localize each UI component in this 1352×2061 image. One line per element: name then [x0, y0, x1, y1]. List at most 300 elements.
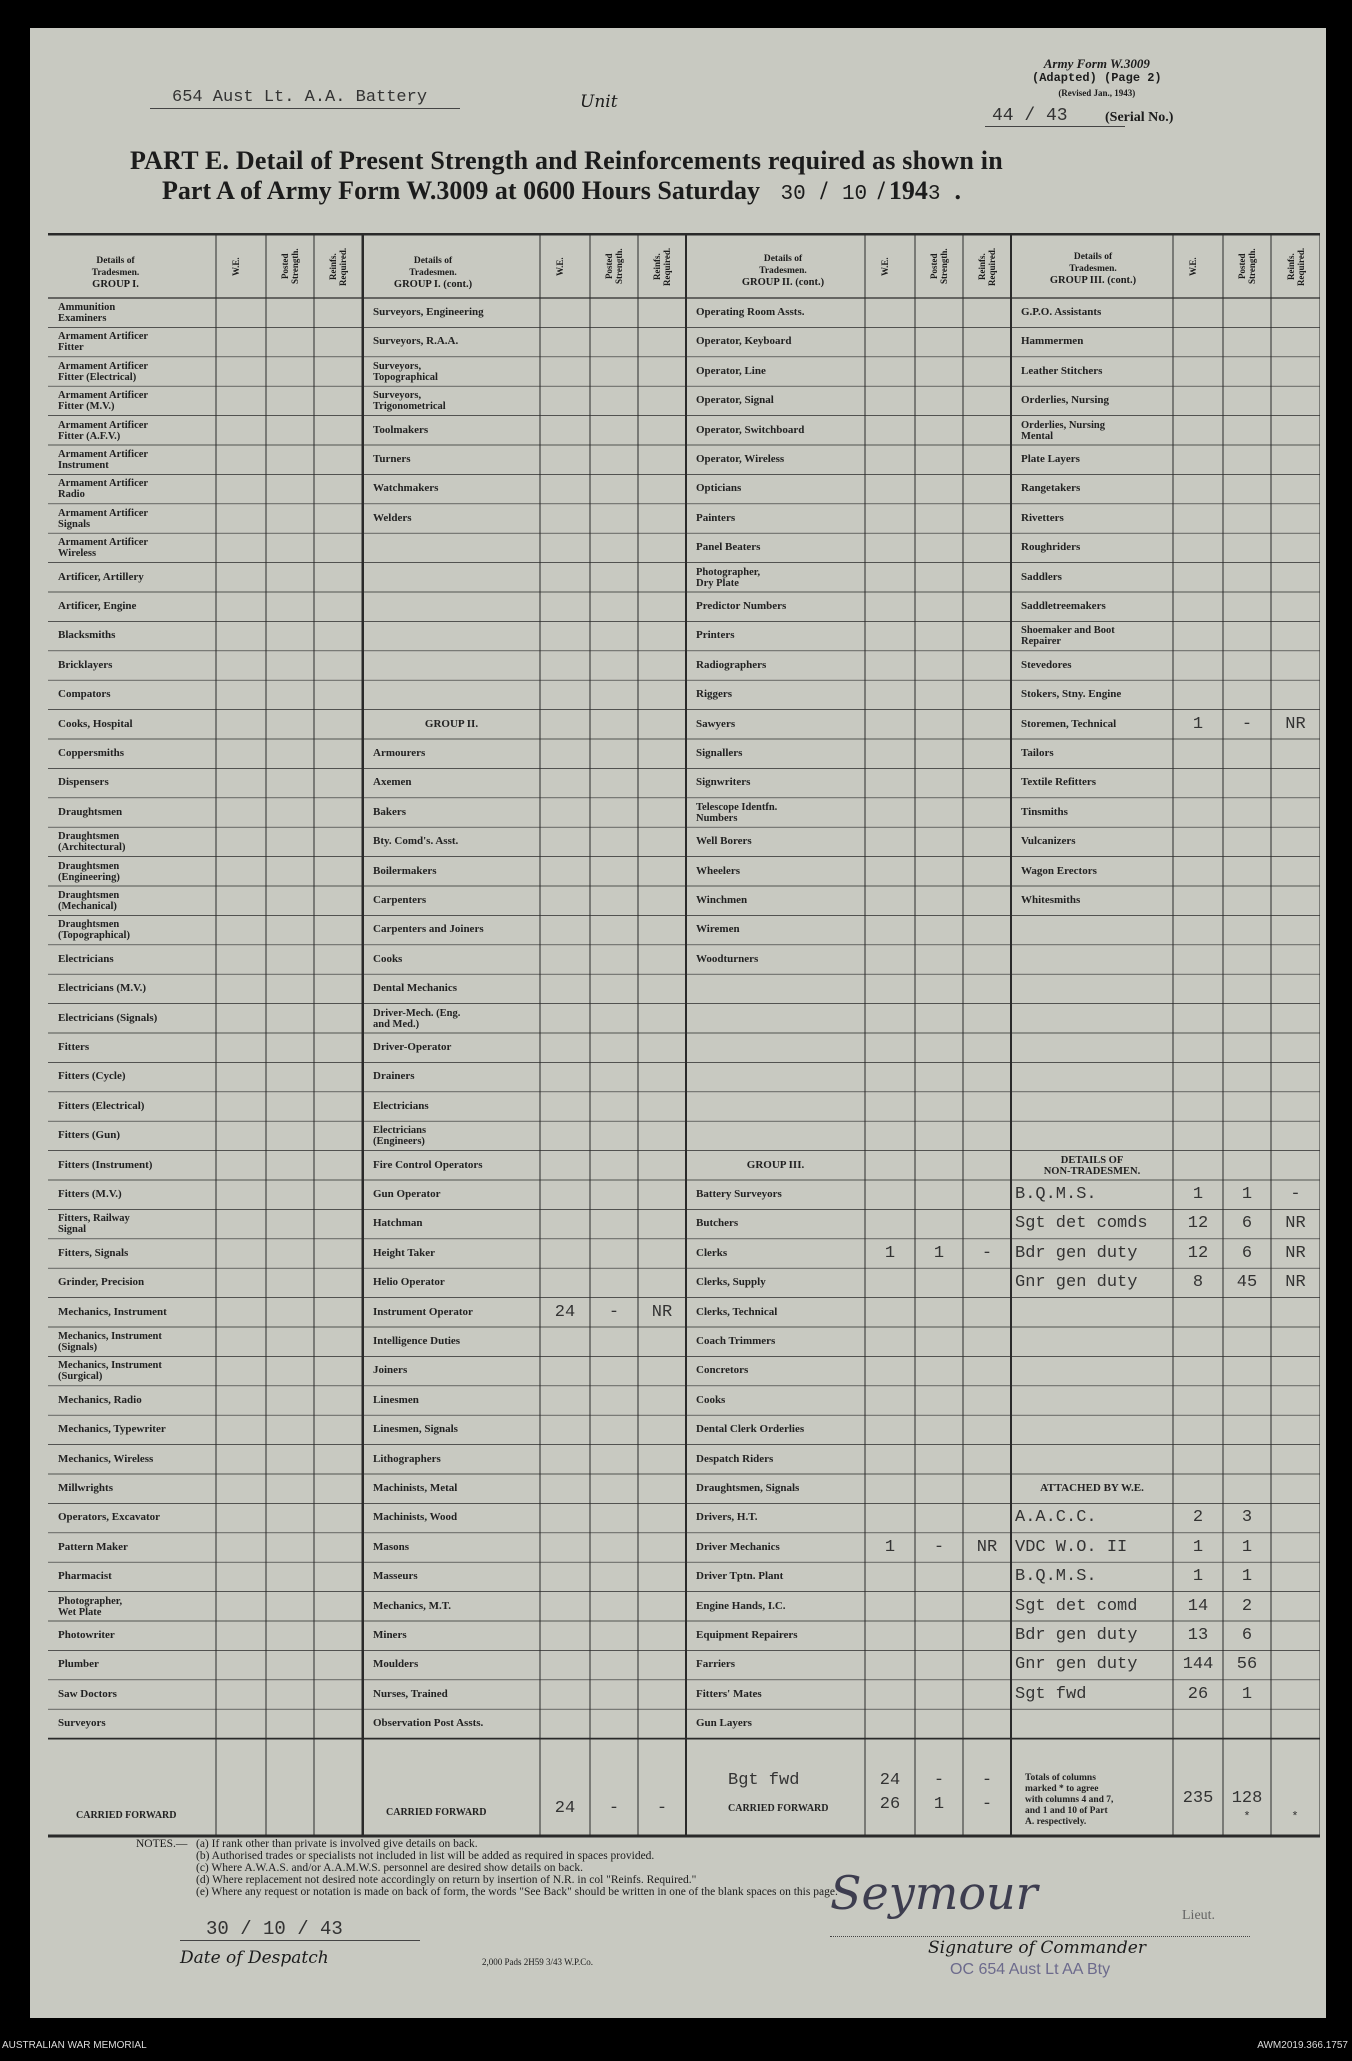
trade-label: Textile Refitters — [1021, 776, 1097, 789]
trade-row — [58, 861, 214, 883]
trade-label: Dental Mechanics — [373, 982, 458, 995]
trade-row — [58, 1659, 214, 1670]
carried-forward-2: CARRIED FORWARD — [386, 1807, 487, 1818]
trade-row — [696, 1336, 863, 1347]
trade-row — [373, 1483, 538, 1494]
trade-row — [373, 1542, 538, 1553]
trade-label: Fitters (Instrument) — [58, 1158, 153, 1171]
trade-label: Ammunition — [58, 302, 116, 313]
form-number — [1032, 56, 1162, 101]
cf3-reinfs: - — [981, 1795, 993, 1814]
trade-row — [373, 1189, 538, 1200]
trade-label: Mechanics, Instrument — [58, 1331, 162, 1342]
trade-label: Boilermakers — [373, 864, 437, 877]
trade-row — [373, 336, 538, 347]
trade-row — [696, 1571, 863, 1582]
trade-label: Bricklayers — [58, 658, 113, 671]
trade-label: Dry Plate — [696, 577, 739, 589]
trade-label: Topographical — [373, 371, 438, 383]
trade-label: Operator, Wireless — [696, 453, 785, 465]
trade-label: Fitters — [58, 1041, 90, 1053]
trade-row — [1021, 895, 1171, 906]
entry-value: 6 — [1241, 1243, 1253, 1263]
trade-label: Driver-Mech. (Eng. — [373, 1007, 461, 1019]
trade-label: Instrument — [58, 460, 109, 471]
trade-row — [696, 895, 863, 906]
totals-note-line: and 1 and 10 of Part — [1025, 1806, 1108, 1816]
trade-label: Millwrights — [58, 1482, 113, 1494]
trade-row — [696, 866, 863, 877]
trade-row — [696, 1601, 863, 1612]
trade-row — [1021, 336, 1171, 347]
trade-row — [373, 425, 538, 436]
trade-label: (Mechanical) — [58, 901, 117, 912]
trade-label: Dental Clerk Orderlies — [696, 1423, 805, 1436]
trade-label: Whitesmiths — [1021, 894, 1081, 906]
entry-value: - — [933, 1537, 945, 1557]
trade-row — [1021, 542, 1171, 553]
trade-label: Orderlies, Nursing — [1021, 394, 1109, 407]
trade-label: (Engineers) — [373, 1136, 425, 1148]
trade-row — [696, 601, 863, 612]
trade-label: Wet Plate — [58, 1606, 102, 1618]
trade-label: Toolmakers — [373, 423, 429, 436]
trade-row — [696, 660, 863, 671]
trade-label: Driver-Operator — [373, 1041, 452, 1053]
trade-label: Armament Artificer — [58, 449, 149, 460]
despatch-date: 30 / 10 / 43 — [206, 1918, 343, 1940]
note-line: (a) If rank other than private is involved give details on back. — [196, 1838, 478, 1850]
trade-row — [1021, 748, 1171, 759]
header-we: W.E. — [880, 257, 890, 276]
trade-row — [58, 1277, 214, 1288]
trade-label: Coach Trimmers — [696, 1335, 776, 1347]
trade-row — [58, 1331, 214, 1353]
typed-label: Sgt fwd — [1015, 1684, 1087, 1704]
trade-label: Stokers, Stny. Engine — [1021, 688, 1122, 701]
trade-row — [696, 483, 863, 494]
trade-row — [373, 983, 538, 994]
cf3-bgt-reinfs: - — [981, 1771, 993, 1790]
trade-label: Linesmen — [373, 1393, 419, 1406]
entry-value: NR — [1285, 1214, 1306, 1234]
entry-value: 6 — [1241, 1214, 1253, 1234]
trade-label: Numbers — [696, 812, 738, 824]
trade-row — [696, 836, 863, 847]
trade-label: Masons — [373, 1540, 410, 1553]
totals-note-line: with columns 4 and 7, — [1025, 1795, 1114, 1805]
trade-label: Examiners — [58, 313, 107, 324]
commander-rank: Lieut. — [1182, 1908, 1216, 1923]
entry-value: - — [1290, 1185, 1301, 1204]
entry-value: - — [1241, 714, 1253, 734]
cf3-bgt-we: 24 — [879, 1771, 901, 1790]
trade-row — [1021, 601, 1171, 612]
trade-label: Electricians — [373, 1125, 427, 1137]
entry-value: 45 — [1236, 1273, 1258, 1293]
trade-row — [58, 1071, 214, 1082]
header-details: Details of Tradesmen. — [759, 254, 807, 276]
trade-label: Signal — [58, 1224, 87, 1236]
trade-row — [58, 1424, 214, 1435]
trade-row — [58, 1130, 214, 1141]
trade-label: Mechanics, M.T. — [373, 1599, 452, 1612]
trade-label: Axemen — [373, 776, 412, 789]
trade-row — [58, 1213, 214, 1235]
trade-row — [696, 1218, 863, 1229]
trade-label: (Signals) — [58, 1342, 98, 1353]
trade-label: Tailors — [1021, 747, 1054, 759]
header-details: Details of Tradesmen. — [1069, 252, 1117, 274]
trade-row — [1021, 395, 1171, 406]
trade-label: Trigonometrical — [373, 401, 446, 413]
trade-label: Predictor Numbers — [696, 600, 787, 612]
trade-label: Clerks, Supply — [696, 1276, 766, 1289]
trade-row — [373, 1125, 538, 1147]
trade-row — [58, 660, 214, 671]
header-posted: Posted Strength. — [280, 248, 300, 285]
entry-value: 56 — [1236, 1655, 1258, 1675]
trade-label: Draughtsmen — [58, 919, 120, 931]
trade-label: Armourers — [373, 747, 426, 759]
trade-label: Photographer, — [58, 1595, 123, 1607]
date-day: 30 — [780, 183, 806, 206]
total-star-reinfs: * — [1291, 1810, 1299, 1824]
serial-label: (Serial No.) — [1105, 110, 1174, 125]
header-details: Details of Tradesmen. — [91, 256, 140, 278]
trade-row — [373, 483, 538, 494]
trade-row — [1021, 660, 1171, 671]
trade-row — [373, 1454, 538, 1465]
trade-label: Saw Doctors — [58, 1687, 117, 1700]
entry-value: 1 — [1192, 1185, 1204, 1204]
trade-label: Gun Operator — [373, 1188, 441, 1200]
header-details: Details of Tradesmen. — [409, 256, 457, 278]
trade-row — [58, 1395, 214, 1406]
typed-label: VDC W.O. II — [1015, 1537, 1128, 1557]
trade-label: Coppersmiths — [58, 747, 125, 759]
unit-stamp: OC 654 Aust Lt AA Bty — [950, 1961, 1111, 1978]
trade-label: Pattern Maker — [58, 1540, 128, 1553]
trade-row — [696, 454, 863, 465]
trade-row — [58, 1042, 214, 1053]
trade-row — [1011, 1483, 1173, 1494]
header-we: W.E. — [555, 257, 565, 276]
trade-label: Blacksmiths — [58, 629, 116, 642]
trade-label: Armament Artificer — [58, 360, 149, 372]
entry-value: 1 — [1241, 1537, 1253, 1557]
trade-label: Fitters (M.V.) — [58, 1188, 122, 1200]
trade-row — [696, 1189, 863, 1200]
trade-label: Surveyors, — [373, 360, 422, 372]
trade-label: Operator, Keyboard — [696, 335, 792, 348]
total-star-posted: * — [1243, 1810, 1251, 1824]
trade-label: Fitters, Railway — [58, 1213, 130, 1225]
entry-value: 2 — [1241, 1596, 1253, 1616]
typed-label: Sgt det comds — [1015, 1214, 1148, 1234]
trade-row — [58, 719, 214, 730]
typed-label: Gnr gen duty — [1015, 1655, 1138, 1675]
totals-note — [1025, 1773, 1113, 1828]
trade-row — [696, 719, 863, 730]
entry-value: 6 — [1241, 1626, 1253, 1645]
trade-label: Height Taker — [373, 1246, 436, 1259]
trade-label: Carpenters — [373, 894, 427, 906]
total-we: 235 — [1182, 1789, 1214, 1808]
trade-row — [373, 1512, 538, 1523]
trade-row — [58, 831, 214, 853]
total-posted: 128 — [1231, 1789, 1263, 1808]
trade-label: Surveyors, — [373, 390, 422, 402]
entry-value: 1 — [884, 1537, 896, 1557]
trade-label: Nurses, Trained — [373, 1687, 448, 1700]
trade-label: Opticians — [696, 482, 742, 495]
trade-label: Cooks — [696, 1393, 726, 1406]
trade-label: Lithographers — [373, 1452, 441, 1465]
trade-label: Machinists, Wood — [373, 1511, 458, 1524]
signature-underline — [830, 1936, 1250, 1937]
trade-label: Hammermen — [1021, 335, 1084, 348]
carried-forward-3: CARRIED FORWARD — [728, 1803, 829, 1814]
trade-row — [58, 1189, 214, 1200]
trade-label: Plumber — [58, 1658, 99, 1671]
trade-row — [373, 777, 538, 788]
trade-row — [58, 807, 214, 818]
trade-row — [58, 689, 214, 700]
trade-label: Mechanics, Instrument — [58, 1360, 162, 1372]
trade-label: Operator, Signal — [696, 394, 774, 407]
trade-row — [58, 361, 214, 383]
trade-label: Riggers — [696, 688, 733, 701]
trade-row — [696, 689, 863, 700]
commander-signature: Seymour — [830, 1866, 1038, 1920]
trade-label: G.P.O. Assistants — [1021, 306, 1102, 318]
trade-label: (Engineering) — [58, 871, 120, 883]
trade-label: Leather Stitchers — [1021, 364, 1103, 377]
trade-row — [1021, 836, 1171, 847]
trade-label: Tinsmiths — [1021, 805, 1068, 818]
trade-row — [1021, 625, 1171, 647]
trade-label: Wiremen — [696, 923, 740, 936]
trade-label: Welders — [373, 511, 412, 524]
trade-label: Driver Mechanics — [696, 1540, 780, 1553]
trade-row — [58, 1307, 214, 1318]
trade-label: Woodturners — [696, 952, 759, 965]
date-year-digit: 3 — [927, 183, 941, 206]
trade-label: Radio — [58, 489, 85, 501]
trade-label: Engine Hands, I.C. — [696, 1599, 786, 1612]
trade-label: GROUP II. — [424, 717, 479, 730]
trade-label: Draughtsmen — [58, 831, 120, 843]
typed-label: Gnr gen duty — [1015, 1273, 1138, 1293]
trade-row — [696, 336, 863, 347]
trade-row — [696, 1248, 863, 1259]
title-line2: Part A of Army Form W.3009 at 0600 Hours Saturday 30 / 10 / 1943 . — [162, 176, 962, 206]
trade-label: (Architectural) — [58, 842, 126, 854]
header-group1 — [58, 255, 173, 291]
cf2-reinfs: - — [656, 1799, 668, 1818]
trade-label: Observation Post Assts. — [373, 1717, 484, 1730]
header-posted: Posted Strength. — [1237, 248, 1257, 285]
entry-value: 1 — [1192, 1537, 1204, 1557]
trade-label: Mechanics, Instrument — [58, 1305, 167, 1318]
entry-value: 26 — [1187, 1684, 1209, 1704]
trade-label: ATTACHED BY W.E. — [1040, 1482, 1144, 1494]
trade-row — [696, 1630, 863, 1641]
header-reinfs: Reinfs. Required. — [1285, 247, 1306, 286]
trade-row — [373, 1718, 538, 1729]
trade-label: Hatchman — [373, 1217, 423, 1230]
header-group3-cont — [1018, 251, 1168, 287]
trade-row — [1021, 807, 1171, 818]
trade-row — [696, 1689, 863, 1700]
trade-row — [373, 1395, 538, 1406]
trade-label: Fitters, Signals — [58, 1246, 129, 1259]
trade-row — [373, 1101, 538, 1112]
entry-value: 12 — [1187, 1214, 1209, 1234]
entry-value: NR — [976, 1537, 998, 1557]
note-line: (c) Where A.W.A.S. and/or A.A.M.W.S. personnel are desired show details on back. — [196, 1862, 583, 1874]
trade-label: Equipment Repairers — [696, 1629, 798, 1641]
trade-row — [363, 719, 540, 730]
trade-label: Grinder, Precision — [58, 1276, 145, 1289]
trade-row — [696, 802, 863, 824]
trade-label: Farriers — [696, 1658, 736, 1671]
trade-row — [373, 954, 538, 965]
watermark-right: AWM2019.366.1757 — [1257, 2040, 1348, 2051]
trade-label: Driver Tptn. Plant — [696, 1570, 784, 1583]
trade-row — [373, 361, 538, 383]
title-line1: PART E. Detail of Present Strength and Reinforcements required as shown in — [130, 146, 1003, 175]
trade-row — [58, 420, 214, 442]
trade-row — [58, 601, 214, 612]
trade-row — [373, 1659, 538, 1670]
trade-row — [373, 1601, 538, 1612]
trade-label: Rangetakers — [1021, 482, 1081, 495]
trade-label: Surveyors, R.A.A. — [373, 335, 459, 348]
header-posted: Posted Strength. — [604, 248, 624, 285]
trade-row — [373, 1307, 538, 1318]
trade-row — [1021, 777, 1171, 788]
trade-label: GROUP III. — [746, 1158, 805, 1171]
trade-row — [1021, 420, 1171, 442]
trade-row — [696, 1659, 863, 1670]
trade-row — [58, 1160, 214, 1171]
form-line3: (Revised Jan., 1943) — [1058, 88, 1136, 98]
trade-row — [1021, 572, 1171, 583]
trade-row — [696, 924, 863, 935]
cf2-posted: - — [608, 1799, 620, 1818]
trade-label: Bakers — [373, 805, 406, 818]
trade-label: Fitter (A.F.V.) — [58, 430, 121, 442]
trade-label: Clerks — [696, 1246, 728, 1259]
trade-row — [373, 1218, 538, 1229]
trade-label: Signals — [58, 518, 91, 530]
trade-label: Fitter (Electrical) — [58, 371, 137, 383]
cf3-bgt-posted: - — [933, 1771, 945, 1790]
trade-row — [373, 807, 538, 818]
trade-row — [1021, 366, 1171, 377]
trade-label: Armament Artificer — [58, 507, 149, 519]
trade-label: Printers — [696, 629, 735, 642]
trade-label: Photowriter — [58, 1629, 115, 1641]
trade-row — [58, 508, 214, 530]
trade-row — [696, 395, 863, 406]
trade-row — [58, 919, 214, 941]
trade-row — [696, 513, 863, 524]
trade-row — [58, 478, 214, 500]
trade-label: Shoemaker and Boot — [1021, 625, 1115, 637]
trade-label: Vulcanizers — [1021, 835, 1076, 848]
trade-row — [58, 1718, 214, 1729]
trade-label: Pharmacist — [58, 1570, 112, 1583]
totals-note-line: marked * to agree — [1025, 1784, 1099, 1794]
trade-row — [696, 1542, 863, 1553]
trade-label: Despatch Riders — [696, 1452, 774, 1465]
entry-value: 14 — [1187, 1596, 1209, 1616]
trade-row — [1021, 689, 1171, 700]
unit-underline — [150, 108, 460, 109]
trade-row — [58, 1483, 214, 1494]
trade-row — [373, 513, 538, 524]
trade-row — [373, 1042, 538, 1053]
trade-label: Repairer — [1021, 636, 1062, 648]
trade-row — [58, 777, 214, 788]
trade-row — [696, 1277, 863, 1288]
trade-row — [696, 1307, 863, 1318]
trade-label: Armament Artificer — [58, 331, 149, 343]
trade-label: Roughriders — [1021, 541, 1081, 554]
entry-value: 12 — [1187, 1243, 1209, 1263]
trade-label: Radiographers — [696, 658, 767, 671]
trade-row — [58, 1512, 214, 1523]
trade-label: Machinists, Metal — [373, 1482, 458, 1494]
notes — [136, 1838, 838, 1898]
trade-label: Turners — [373, 453, 411, 465]
strength-table — [48, 233, 1320, 1838]
notes-lead: NOTES.— — [136, 1838, 188, 1850]
trade-label: Cooks, Hospital — [58, 717, 133, 730]
despatch-label: Date of Despatch — [180, 1948, 329, 1968]
header-we: W.E. — [231, 257, 241, 276]
trade-label: Battery Surveyors — [696, 1188, 782, 1200]
trade-label: Armament Artificer — [58, 478, 149, 490]
typed-label: A.A.C.C. — [1015, 1508, 1097, 1528]
trade-label: Painters — [696, 511, 736, 524]
printer-imprint: 2,000 Pads 2H59 3/43 W.P.Co. — [482, 1957, 594, 1967]
trade-label: Wireless — [58, 548, 97, 560]
trade-row — [1021, 483, 1171, 494]
trade-label: Mechanics, Wireless — [58, 1452, 154, 1465]
trade-row — [373, 1277, 538, 1288]
trade-row — [696, 630, 863, 641]
trade-row — [686, 1160, 865, 1171]
trade-row — [696, 1512, 863, 1523]
trade-row — [58, 1454, 214, 1465]
trade-label: Linesmen, Signals — [373, 1423, 458, 1436]
header-we: W.E. — [1188, 257, 1198, 276]
trade-row — [58, 449, 214, 471]
trade-label: Drivers, H.T. — [696, 1511, 758, 1524]
trade-label: Electricians — [373, 1099, 429, 1112]
trade-label: Miners — [373, 1629, 407, 1641]
trade-label: Draughtsmen — [58, 805, 123, 818]
trade-row — [373, 1160, 538, 1171]
trade-row — [373, 307, 538, 318]
entry-value: 1 — [1241, 1185, 1253, 1204]
trade-label: Operators, Excavator — [58, 1511, 161, 1524]
trade-row — [58, 331, 214, 353]
